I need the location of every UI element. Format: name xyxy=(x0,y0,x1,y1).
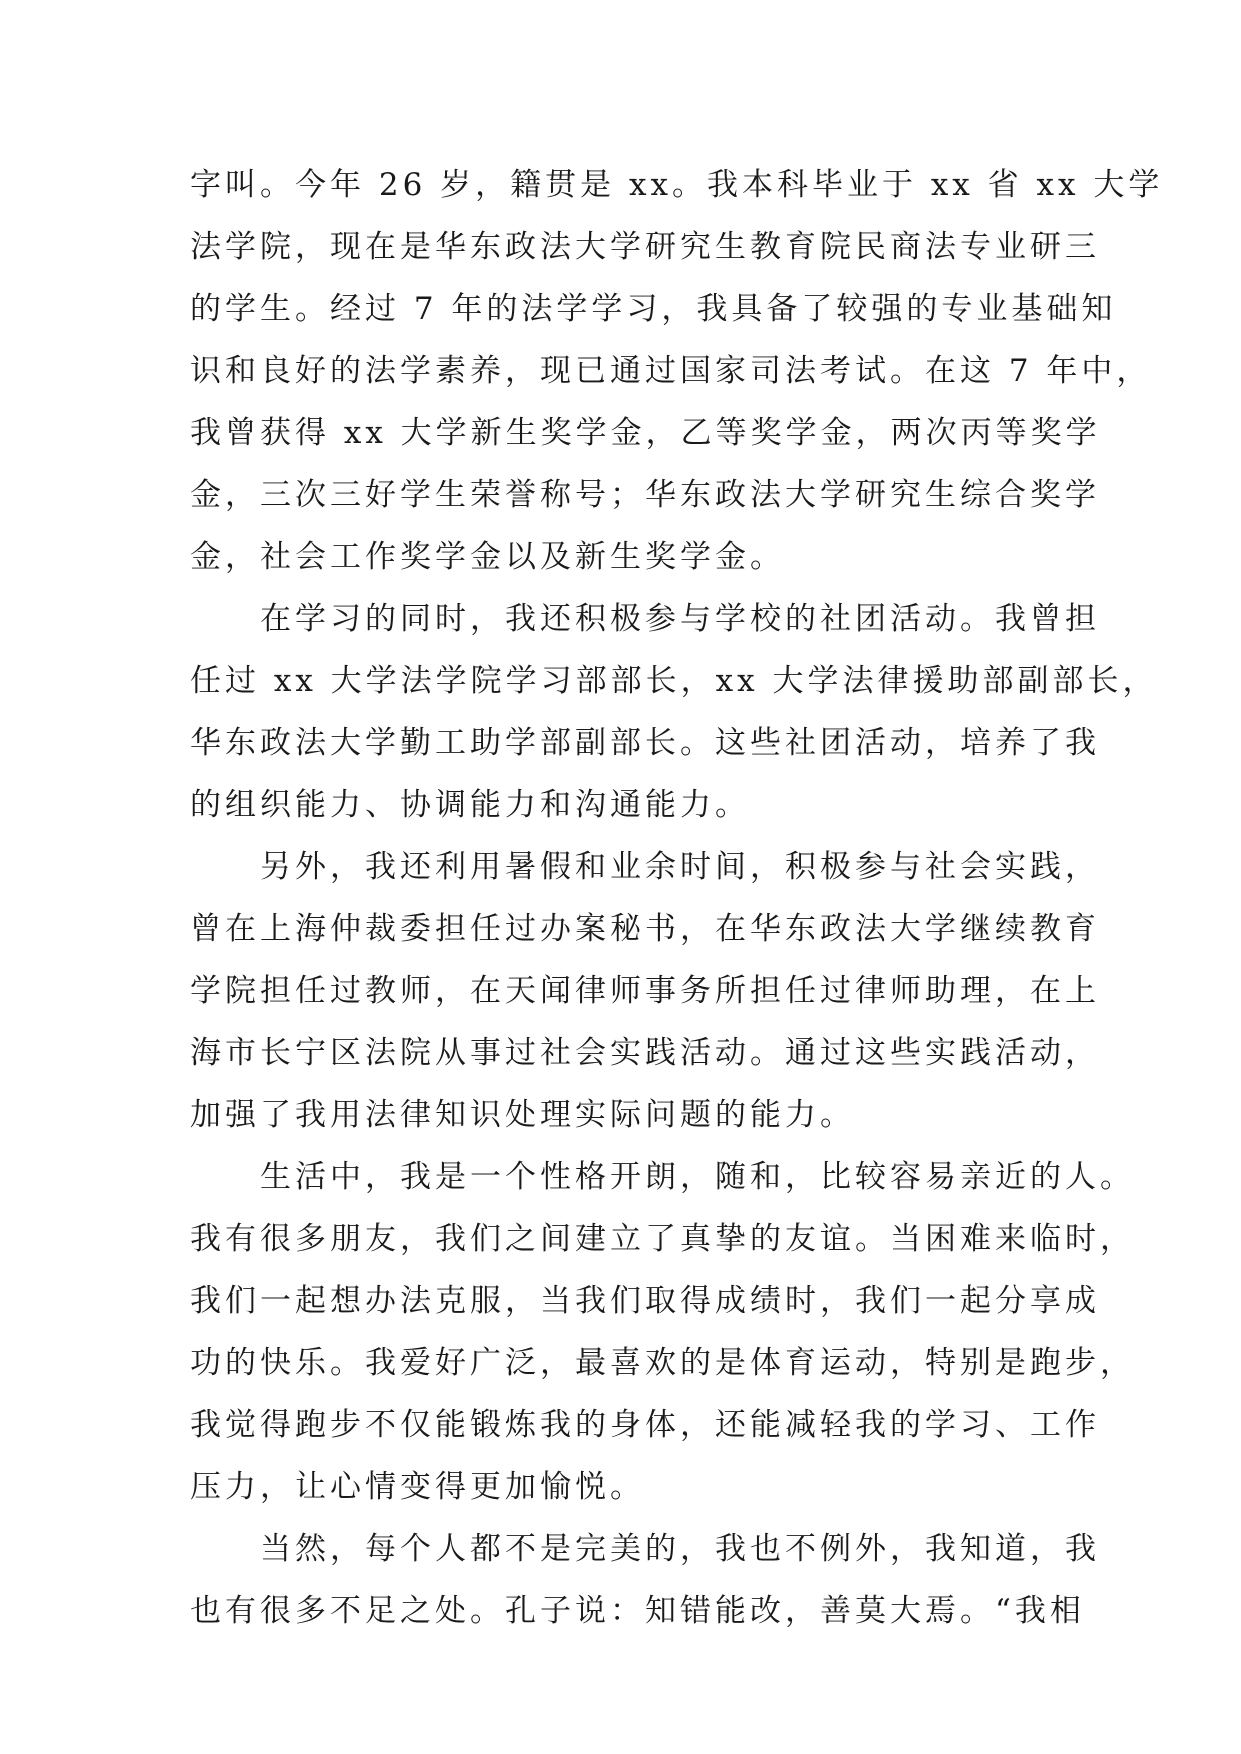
text-line: 功的快乐。我爱好广泛，最喜欢的是体育运动，特别是跑步， xyxy=(190,1345,1135,1381)
text-line: 华东政法大学勤工助学部副部长。这些社团活动，培养了我 xyxy=(190,725,1100,761)
text-line: 在学习的同时，我还积极参与学校的社团活动。我曾担 xyxy=(190,601,1100,637)
text-line: 我觉得跑步不仅能锻炼我的身体，还能减轻我的学习、工作 xyxy=(190,1407,1100,1443)
text-line: 生活中，我是一个性格开朗，随和，比较容易亲近的人。 xyxy=(190,1159,1135,1195)
body-text xyxy=(190,154,1164,1642)
text-line: 我曾获得 xx 大学新生奖学金，乙等奖学金，两次丙等奖学 xyxy=(190,415,1101,451)
text-line: 金，社会工作奖学金以及新生奖学金。 xyxy=(190,539,785,575)
text-line: 学院担任过教师，在天闻律师事务所担任过律师助理，在上 xyxy=(190,973,1100,1009)
text-line: 的组织能力、协调能力和沟通能力。 xyxy=(190,787,750,823)
text-line: 当然，每个人都不是完美的，我也不例外，我知道，我 xyxy=(190,1531,1100,1567)
text-line: 我们一起想办法克服，当我们取得成绩时，我们一起分享成 xyxy=(190,1283,1100,1319)
text-line: 另外，我还利用暑假和业余时间，积极参与社会实践， xyxy=(190,849,1100,885)
text-line: 压力，让心情变得更加愉悦。 xyxy=(190,1469,645,1505)
text-line: 金，三次三好学生荣誉称号；华东政法大学研究生综合奖学 xyxy=(190,477,1100,513)
text-line: 识和良好的法学素养，现已通过国家司法考试。在这 7 年中， xyxy=(190,353,1152,389)
text-line: 海市长宁区法院从事过社会实践活动。通过这些实践活动， xyxy=(190,1035,1100,1071)
text-line: 曾在上海仲裁委担任过办案秘书，在华东政法大学继续教育 xyxy=(190,911,1100,947)
text-line: 也有很多不足之处。孔子说：知错能改，善莫大焉。“我相 xyxy=(190,1593,1085,1629)
text-line: 字叫。今年 26 岁，籍贯是 xx。我本科毕业于 xx 省 xx 大学 xyxy=(190,167,1164,203)
text-line: 法学院，现在是华东政法大学研究生教育院民商法专业研三 xyxy=(190,229,1100,265)
text-line: 加强了我用法律知识处理实际问题的能力。 xyxy=(190,1097,855,1133)
text-line: 的学生。经过 7 年的法学学习，我具备了较强的专业基础知 xyxy=(190,291,1117,327)
text-line: 任过 xx 大学法学院学习部部长，xx 大学法律援助部副部长， xyxy=(190,663,1158,699)
text-line: 我有很多朋友，我们之间建立了真挚的友谊。当困难来临时， xyxy=(190,1221,1135,1257)
